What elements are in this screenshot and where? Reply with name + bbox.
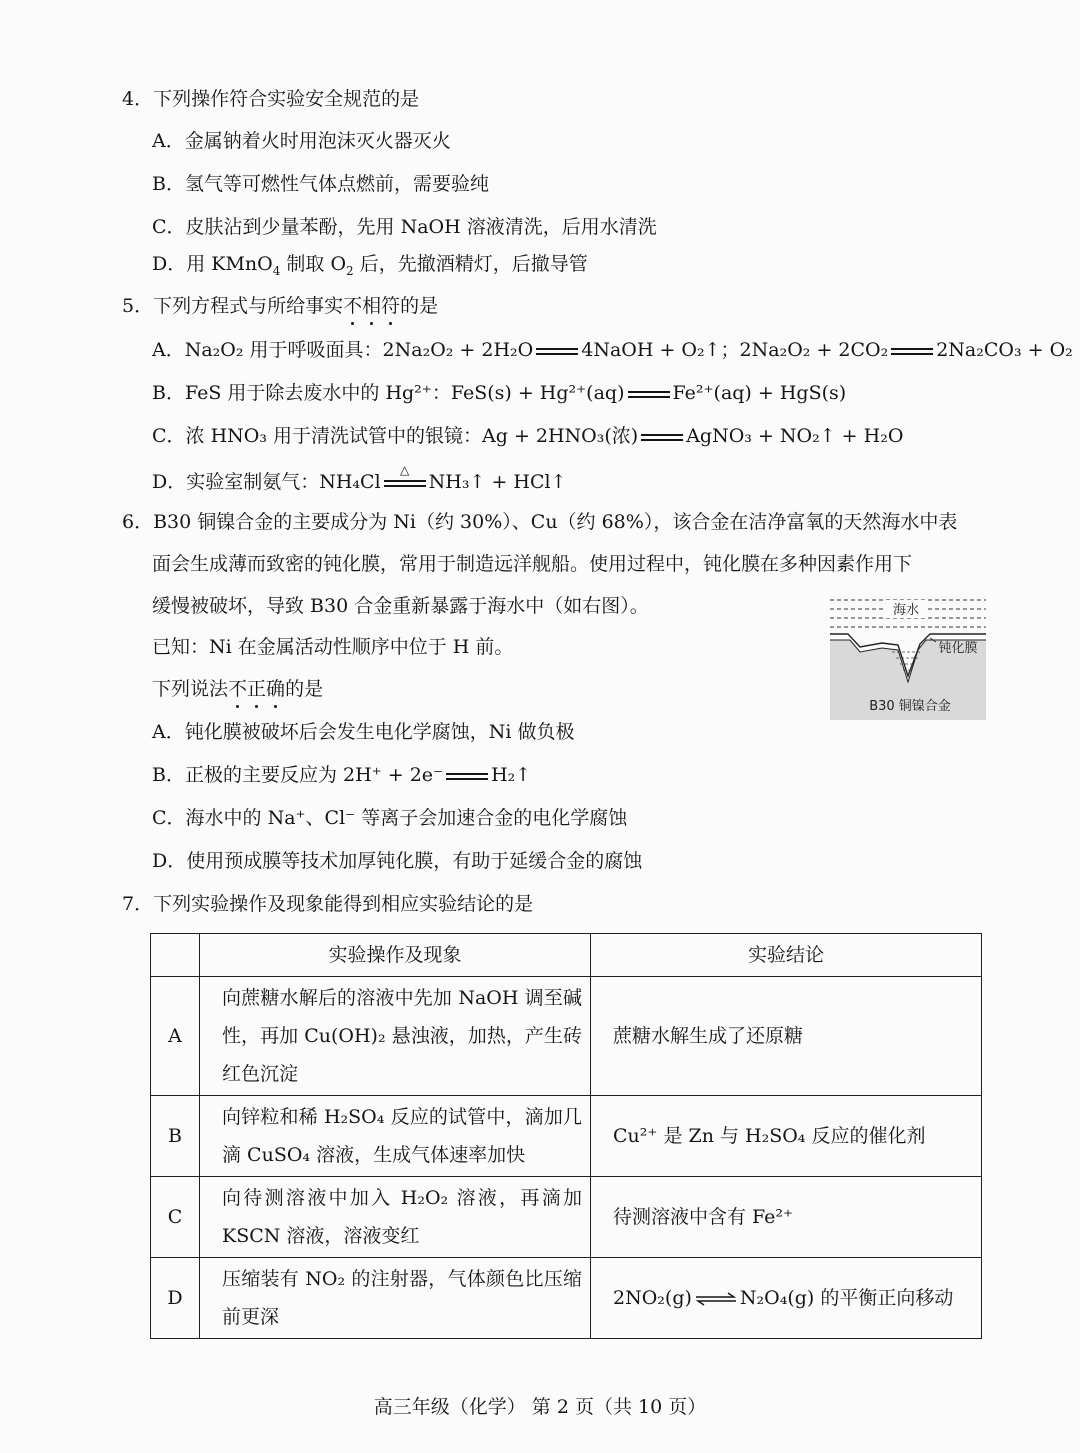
q6-option-b: B．正极的主要反应为 2H⁺ + 2e⁻ H₂↑ bbox=[152, 764, 532, 786]
row-operation: 向待测溶液中加入 H₂O₂ 溶液，再滴加 KSCN 溶液，溶液变红 bbox=[200, 1177, 591, 1258]
q6-option-a: A．钝化膜被破坏后会发生电化学腐蚀，Ni 做负极 bbox=[152, 721, 575, 743]
corrosion-diagram bbox=[830, 594, 986, 720]
q6-stem-line3: 缓慢被破坏，导致 B30 合金重新暴露于海水中（如右图）。 bbox=[152, 595, 649, 617]
heat-equals-icon bbox=[384, 463, 426, 490]
q4-option-b: B．氢气等可燃性气体点燃前，需要验纯 bbox=[152, 173, 489, 195]
equals-sign-icon bbox=[536, 344, 578, 358]
q6-option-c: C．海水中的 Na⁺、Cl⁻ 等离子会加速合金的电化学腐蚀 bbox=[152, 807, 628, 829]
film-label: 钝化膜 bbox=[938, 641, 978, 656]
row-conclusion: 2NO₂(g) N₂O₄(g) 的平衡正向移动 bbox=[591, 1258, 982, 1339]
row-label: C bbox=[151, 1177, 200, 1258]
row-label: A bbox=[151, 977, 200, 1096]
q4-option-d: D．用 KMnO$_4$ 制取 $O_2$ 后，先撤酒精灯，后撤导管 bbox=[152, 253, 588, 278]
q4-option-c: C．皮肤沾到少量苯酚，先用 NaOH 溶液清洗，后用水清洗 bbox=[152, 216, 657, 238]
q5-option-c: C．浓 HNO₃ 用于清洗试管中的银镜：Ag + 2HNO₃(浓) AgNO₃ + NO₂↑ + H₂O bbox=[152, 425, 904, 447]
q6-known: 已知：Ni 在金属活动性顺序中位于 H 前。 bbox=[152, 636, 514, 658]
equals-sign-icon bbox=[891, 344, 933, 358]
heat-condition: △ bbox=[400, 463, 410, 477]
table-row bbox=[151, 977, 982, 1096]
header-empty bbox=[151, 934, 200, 977]
header-conclusion: 实验结论 bbox=[591, 934, 982, 977]
q4-option-a: A．金属钠着火时用泡沫灭火器灭火 bbox=[152, 130, 451, 152]
table-header-row bbox=[151, 934, 982, 977]
equals-sign-icon bbox=[446, 769, 488, 783]
row-label: D bbox=[151, 1258, 200, 1339]
q6-option-d: D．使用预成膜等技术加厚钝化膜，有助于延缓合金的腐蚀 bbox=[152, 850, 643, 872]
header-operation: 实验操作及现象 bbox=[200, 934, 591, 977]
q4-stem: 4．下列操作符合实验安全规范的是 bbox=[122, 88, 420, 110]
seawater-label: 海水 bbox=[892, 603, 920, 618]
row-operation: 向蔗糖水解后的溶液中先加 NaOH 调至碱性，再加 Cu(OH)₂ 悬浊液，加热，产生砖红色沉淀 bbox=[200, 977, 591, 1096]
q5-option-d: D．实验室制氨气：NH₄Cl △ NH₃↑ + HCl↑ bbox=[152, 463, 567, 493]
equals-sign-icon bbox=[641, 430, 683, 444]
q6-stem-line1: 6．B30 铜镍合金的主要成分为 Ni（约 30%）、Cu（约 68%），该合金在洁净富氧的天然海水中表 bbox=[122, 511, 958, 533]
row-operation: 向锌粒和稀 H₂SO₄ 反应的试管中，滴加几滴 CuSO₄ 溶液，生成气体速率加快 bbox=[200, 1096, 591, 1177]
alloy-label: B30 铜镍合金 bbox=[869, 699, 951, 714]
q5-option-a: A．Na₂O₂ 用于呼吸面具：2Na₂O₂ + 2H₂O 4NaOH + O₂↑；2Na₂O₂ + 2CO₂ 2Na₂CO₃ + O₂ bbox=[152, 339, 1073, 361]
row-conclusion: 蔗糖水解生成了还原糖 bbox=[591, 977, 982, 1096]
row-conclusion: 待测溶液中含有 Fe²⁺ bbox=[591, 1177, 982, 1258]
table-row bbox=[151, 1258, 982, 1339]
equilibrium-arrow-icon bbox=[694, 1292, 738, 1306]
equals-sign-icon bbox=[628, 387, 670, 401]
q6-ask: 下列说法不正确的是 bbox=[152, 678, 324, 700]
row-operation: 压缩装有 NO₂ 的注射器，气体颜色比压缩前更深 bbox=[200, 1258, 591, 1339]
q7-stem: 7．下列实验操作及现象能得到相应实验结论的是 bbox=[122, 893, 534, 915]
q6-stem-line2: 面会生成薄而致密的钝化膜，常用于制造远洋舰船。使用过程中，钝化膜在多种因素作用下 bbox=[152, 553, 913, 575]
row-conclusion: Cu²⁺ 是 Zn 与 H₂SO₄ 反应的催化剂 bbox=[591, 1096, 982, 1177]
table-row bbox=[151, 1096, 982, 1177]
row-label: B bbox=[151, 1096, 200, 1177]
page-footer: 高三年级（化学） 第 2 页（共 10 页） bbox=[373, 1396, 707, 1418]
q5-option-b: B．FeS 用于除去废水中的 Hg²⁺：FeS(s) + Hg²⁺(aq) Fe²⁺(aq) + HgS(s) bbox=[152, 382, 847, 404]
q7-table bbox=[150, 933, 982, 1339]
q5-stem: 5．下列方程式与所给事实不相符的是 bbox=[122, 295, 439, 317]
table-row bbox=[151, 1177, 982, 1258]
